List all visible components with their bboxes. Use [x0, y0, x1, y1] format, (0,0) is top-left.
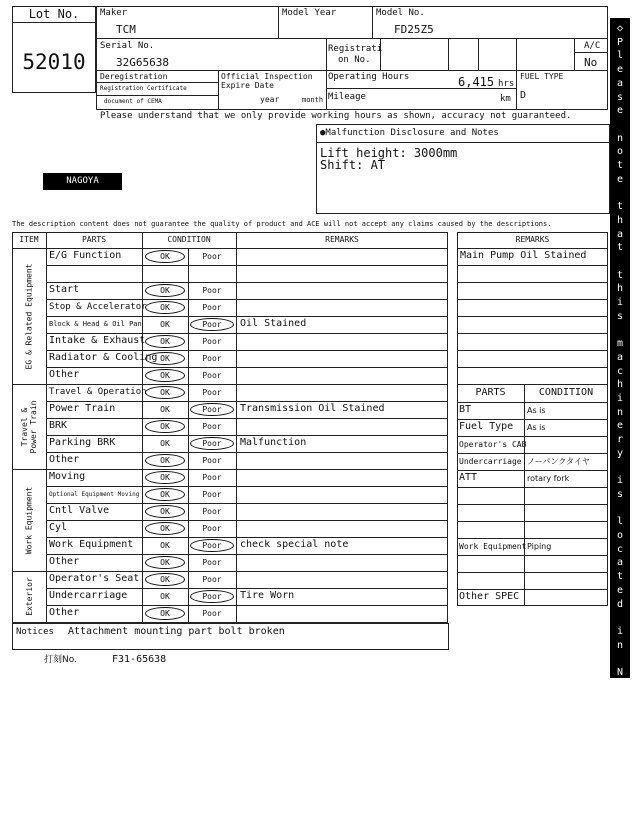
group-label: Travel & Power Train	[20, 400, 38, 453]
selected-ok-circle	[145, 471, 185, 484]
condition-poor: Poor	[202, 303, 222, 312]
model-year-label: Model Year	[282, 8, 337, 18]
malfunction-line-1: Lift height: 3000mm	[320, 146, 458, 160]
condition-poor: Poor	[202, 286, 222, 295]
maker-label: Maker	[100, 8, 128, 18]
row-divider	[46, 418, 448, 419]
part-label: Intake & Exhaust	[49, 335, 146, 346]
condition-ok: OK	[160, 337, 170, 346]
condition-poor: Poor	[202, 252, 222, 261]
condition-ok: OK	[160, 439, 170, 448]
row-divider	[46, 299, 448, 300]
condition-poor: Poor	[202, 592, 222, 601]
mileage-label: Mileage	[328, 92, 366, 102]
parts-header: PARTS	[475, 387, 506, 398]
header-divider	[12, 248, 448, 249]
part-label: Work Equipment	[49, 539, 134, 550]
row-divider	[457, 453, 608, 454]
serial-label: Serial No.	[100, 41, 155, 51]
location-badge-label: NAGOYA	[66, 176, 99, 186]
condition-ok: OK	[160, 490, 170, 499]
hrs-unit: hrs	[498, 79, 515, 89]
row-divider	[46, 537, 448, 538]
lot-number: 52010	[22, 50, 86, 74]
parts-condition: As is	[527, 406, 546, 415]
row-divider	[457, 436, 608, 437]
maker-value: TCM	[116, 23, 136, 36]
condition-poor: Poor	[202, 320, 222, 329]
notices-label: Notices	[16, 627, 54, 637]
selected-ok-circle	[145, 335, 185, 348]
condition-ok: OK	[160, 354, 170, 363]
group-label: Exterior	[24, 577, 34, 616]
row-divider	[46, 605, 448, 606]
group-label: EG & Related Equipment	[24, 263, 34, 369]
row-divider	[46, 503, 448, 504]
part-label: Cntl Valve	[49, 505, 110, 516]
part-label: Start	[49, 284, 80, 295]
model-no-value: FD25Z5	[394, 23, 434, 36]
month-label: month	[302, 96, 324, 104]
condition-poor: Poor	[202, 507, 222, 516]
col-divider	[46, 232, 47, 622]
remark-line: Main Pump Oil Stained	[460, 250, 587, 261]
row-divider	[46, 452, 448, 453]
remark-text: check special note	[240, 539, 349, 550]
cema-label: document of CEMA	[104, 98, 162, 105]
remark-text: Oil Stained	[240, 318, 307, 329]
col-divider	[236, 232, 237, 622]
registration-label-1: Registrati	[328, 44, 383, 54]
col-parts-header: PARTS	[81, 235, 107, 244]
row-divider	[46, 265, 448, 266]
condition-header: CONDITION	[538, 387, 594, 398]
fuel-type-label: FUEL TYPE	[520, 72, 564, 81]
part-label: BRK	[49, 420, 68, 431]
row-divider	[457, 299, 608, 300]
selected-ok-circle	[145, 301, 185, 314]
ac-value: No	[584, 56, 598, 69]
selected-ok-circle	[145, 505, 185, 518]
parts-name: Fuel Type	[459, 421, 514, 432]
row-divider	[457, 316, 608, 317]
part-label: Radiator & Cooling	[49, 352, 158, 363]
selected-ok-circle	[145, 607, 185, 620]
selected-ok-circle	[145, 454, 185, 467]
part-label: Moving	[49, 471, 86, 482]
parts-condition: Piping	[527, 542, 552, 551]
row-divider	[46, 282, 448, 283]
condition-ok: OK	[160, 405, 170, 414]
part-label: Other	[49, 556, 80, 567]
condition-ok: OK	[160, 473, 170, 482]
condition-ok: OK	[160, 592, 170, 601]
condition-ok: OK	[160, 286, 170, 295]
condition-poor: Poor	[202, 558, 222, 567]
parts-name: Undercarriage	[459, 457, 522, 466]
condition-poor: Poor	[202, 490, 222, 499]
col-item-header: ITEM	[19, 235, 39, 244]
malfunction-line-2: Shift: AT	[320, 158, 386, 172]
remark-text: Malfunction	[240, 437, 307, 448]
part-label: Block & Head & Oil Pan	[49, 320, 142, 328]
row-divider	[457, 419, 608, 420]
selected-ok-circle	[145, 488, 185, 501]
condition-poor: Poor	[202, 405, 222, 414]
row-divider	[46, 588, 448, 589]
condition-ok: OK	[160, 524, 170, 533]
condition-ok: OK	[160, 541, 170, 550]
selected-ok-circle	[145, 369, 185, 382]
part-label: Power Train	[49, 403, 116, 414]
lot-label: Lot No.	[28, 7, 80, 21]
row-divider	[46, 367, 448, 368]
condition-ok: OK	[160, 507, 170, 516]
condition-poor: Poor	[202, 575, 222, 584]
inspection-label-1: Official Inspection	[221, 72, 313, 81]
row-divider	[457, 367, 608, 368]
remark-text: Tire Worn	[240, 590, 295, 601]
selected-poor-circle	[190, 318, 234, 331]
row-divider	[457, 521, 608, 522]
condition-ok: OK	[160, 371, 170, 380]
row-divider	[457, 248, 608, 249]
ac-label: A/C	[584, 41, 601, 51]
fuel-type-value: D	[520, 90, 527, 101]
row-divider	[457, 487, 608, 488]
selected-poor-circle	[190, 590, 234, 603]
col-condition-header: CONDITION	[167, 235, 211, 244]
condition-ok: OK	[160, 558, 170, 567]
stamp-label: 打刻No.	[44, 655, 77, 665]
selected-poor-circle	[190, 437, 234, 450]
stamp-value: F31-65638	[112, 654, 167, 665]
part-label: Parking BRK	[49, 437, 116, 448]
remark-text: Transmission Oil Stained	[240, 403, 385, 414]
group-label: Work Equipment	[24, 486, 34, 554]
deregistration-label: Deregistration	[100, 72, 168, 81]
condition-poor: Poor	[202, 354, 222, 363]
condition-poor: Poor	[202, 388, 222, 397]
row-divider	[46, 486, 448, 487]
row-divider	[46, 333, 448, 334]
row-divider	[457, 402, 608, 403]
part-label: Other	[49, 454, 80, 465]
parts-condition: rotary fork	[527, 474, 570, 483]
row-divider	[457, 504, 608, 505]
condition-poor: Poor	[202, 337, 222, 346]
condition-poor: Poor	[202, 456, 222, 465]
condition-ok: OK	[160, 320, 170, 329]
selected-ok-circle	[145, 352, 185, 365]
selected-ok-circle	[145, 573, 185, 586]
parts-name: BT	[459, 404, 472, 415]
row-divider	[457, 572, 608, 573]
part-label: Other	[49, 607, 80, 618]
part-label: Travel & Operation	[49, 387, 147, 397]
serial-value: 32G65638	[116, 56, 169, 69]
condition-ok: OK	[160, 252, 170, 261]
parts-name: Other SPEC	[459, 591, 520, 602]
condition-ok: OK	[160, 575, 170, 584]
parts-name: Operator's CAB	[459, 440, 527, 449]
condition-poor: Poor	[202, 473, 222, 482]
selected-ok-circle	[145, 556, 185, 569]
selected-ok-circle	[145, 420, 185, 433]
disclaimer: The description content does not guarantee the quality of product and ACE will not accept any claims caused by the descriptions.	[12, 220, 552, 228]
part-label: Operator's Seat	[49, 573, 140, 584]
operating-hours-value: 6,415	[458, 75, 495, 89]
row-divider	[46, 435, 448, 436]
row-divider	[457, 282, 608, 283]
condition-ok: OK	[160, 609, 170, 618]
side-note-banner	[610, 18, 630, 829]
row-divider	[46, 520, 448, 521]
condition-poor: Poor	[202, 422, 222, 431]
part-label: Cyl	[49, 522, 68, 533]
inspection-label-2: Expire Date	[221, 81, 274, 90]
row-divider	[46, 350, 448, 351]
parts-condition: ノーパンクタイヤ	[527, 457, 590, 466]
condition-poor: Poor	[202, 609, 222, 618]
condition-poor: Poor	[202, 439, 222, 448]
group-divider	[12, 469, 448, 470]
condition-ok: OK	[160, 303, 170, 312]
selected-poor-circle	[190, 403, 234, 416]
part-label: Optional Equipment Moving	[49, 491, 140, 498]
row-divider	[457, 350, 608, 351]
condition-poor: Poor	[202, 541, 222, 550]
remarks-header: REMARKS	[515, 235, 550, 244]
parts-name: Work Equipment	[459, 542, 527, 551]
registration-certificate-label: Registration Certificate	[100, 85, 187, 92]
condition-poor: Poor	[202, 371, 222, 380]
year-label: year	[260, 95, 280, 104]
part-label: Stop & Accelerator	[49, 302, 147, 312]
part-label: E/G Function	[49, 250, 122, 261]
row-divider	[457, 265, 608, 266]
condition-ok: OK	[160, 456, 170, 465]
operating-hours-label: Operating Hours	[328, 72, 410, 82]
row-divider	[46, 554, 448, 555]
group-divider	[12, 384, 448, 385]
malfunction-title: ●Malfunction Disclosure and Notes	[320, 128, 499, 138]
km-unit: km	[500, 94, 511, 104]
selected-ok-circle	[145, 522, 185, 535]
col-remarks-header: REMARKS	[325, 235, 359, 244]
row-divider	[457, 470, 608, 471]
condition-poor: Poor	[202, 524, 222, 533]
side-note-glyphs: ◇ P l e a s e n o t e t h a t t h i s m a c h i n e r y i s l o c a t e d i n N a g o y a Y a r d ◇	[616, 23, 624, 829]
row-divider	[46, 316, 448, 317]
condition-ok: OK	[160, 422, 170, 431]
part-label: Other	[49, 369, 80, 380]
registration-label-2: on No.	[338, 55, 371, 65]
condition-ok: OK	[160, 388, 170, 397]
hours-note: Please understand that we only provide working hours as shown, accuracy not guaranteed.	[100, 111, 572, 121]
notices-text: Attachment mounting part bolt broken	[68, 626, 285, 637]
selected-poor-circle	[190, 539, 234, 552]
row-divider	[457, 555, 608, 556]
group-divider	[12, 571, 448, 572]
row-divider	[457, 538, 608, 539]
row-divider	[457, 589, 608, 590]
part-label: Undercarriage	[49, 590, 128, 601]
parts-name: ATT	[459, 472, 478, 483]
row-divider	[46, 401, 448, 402]
selected-ok-circle	[145, 386, 185, 399]
selected-ok-circle	[145, 250, 185, 263]
parts-condition: As is	[527, 423, 546, 432]
model-no-label: Model No.	[376, 8, 425, 18]
row-divider	[457, 333, 608, 334]
selected-ok-circle	[145, 284, 185, 297]
